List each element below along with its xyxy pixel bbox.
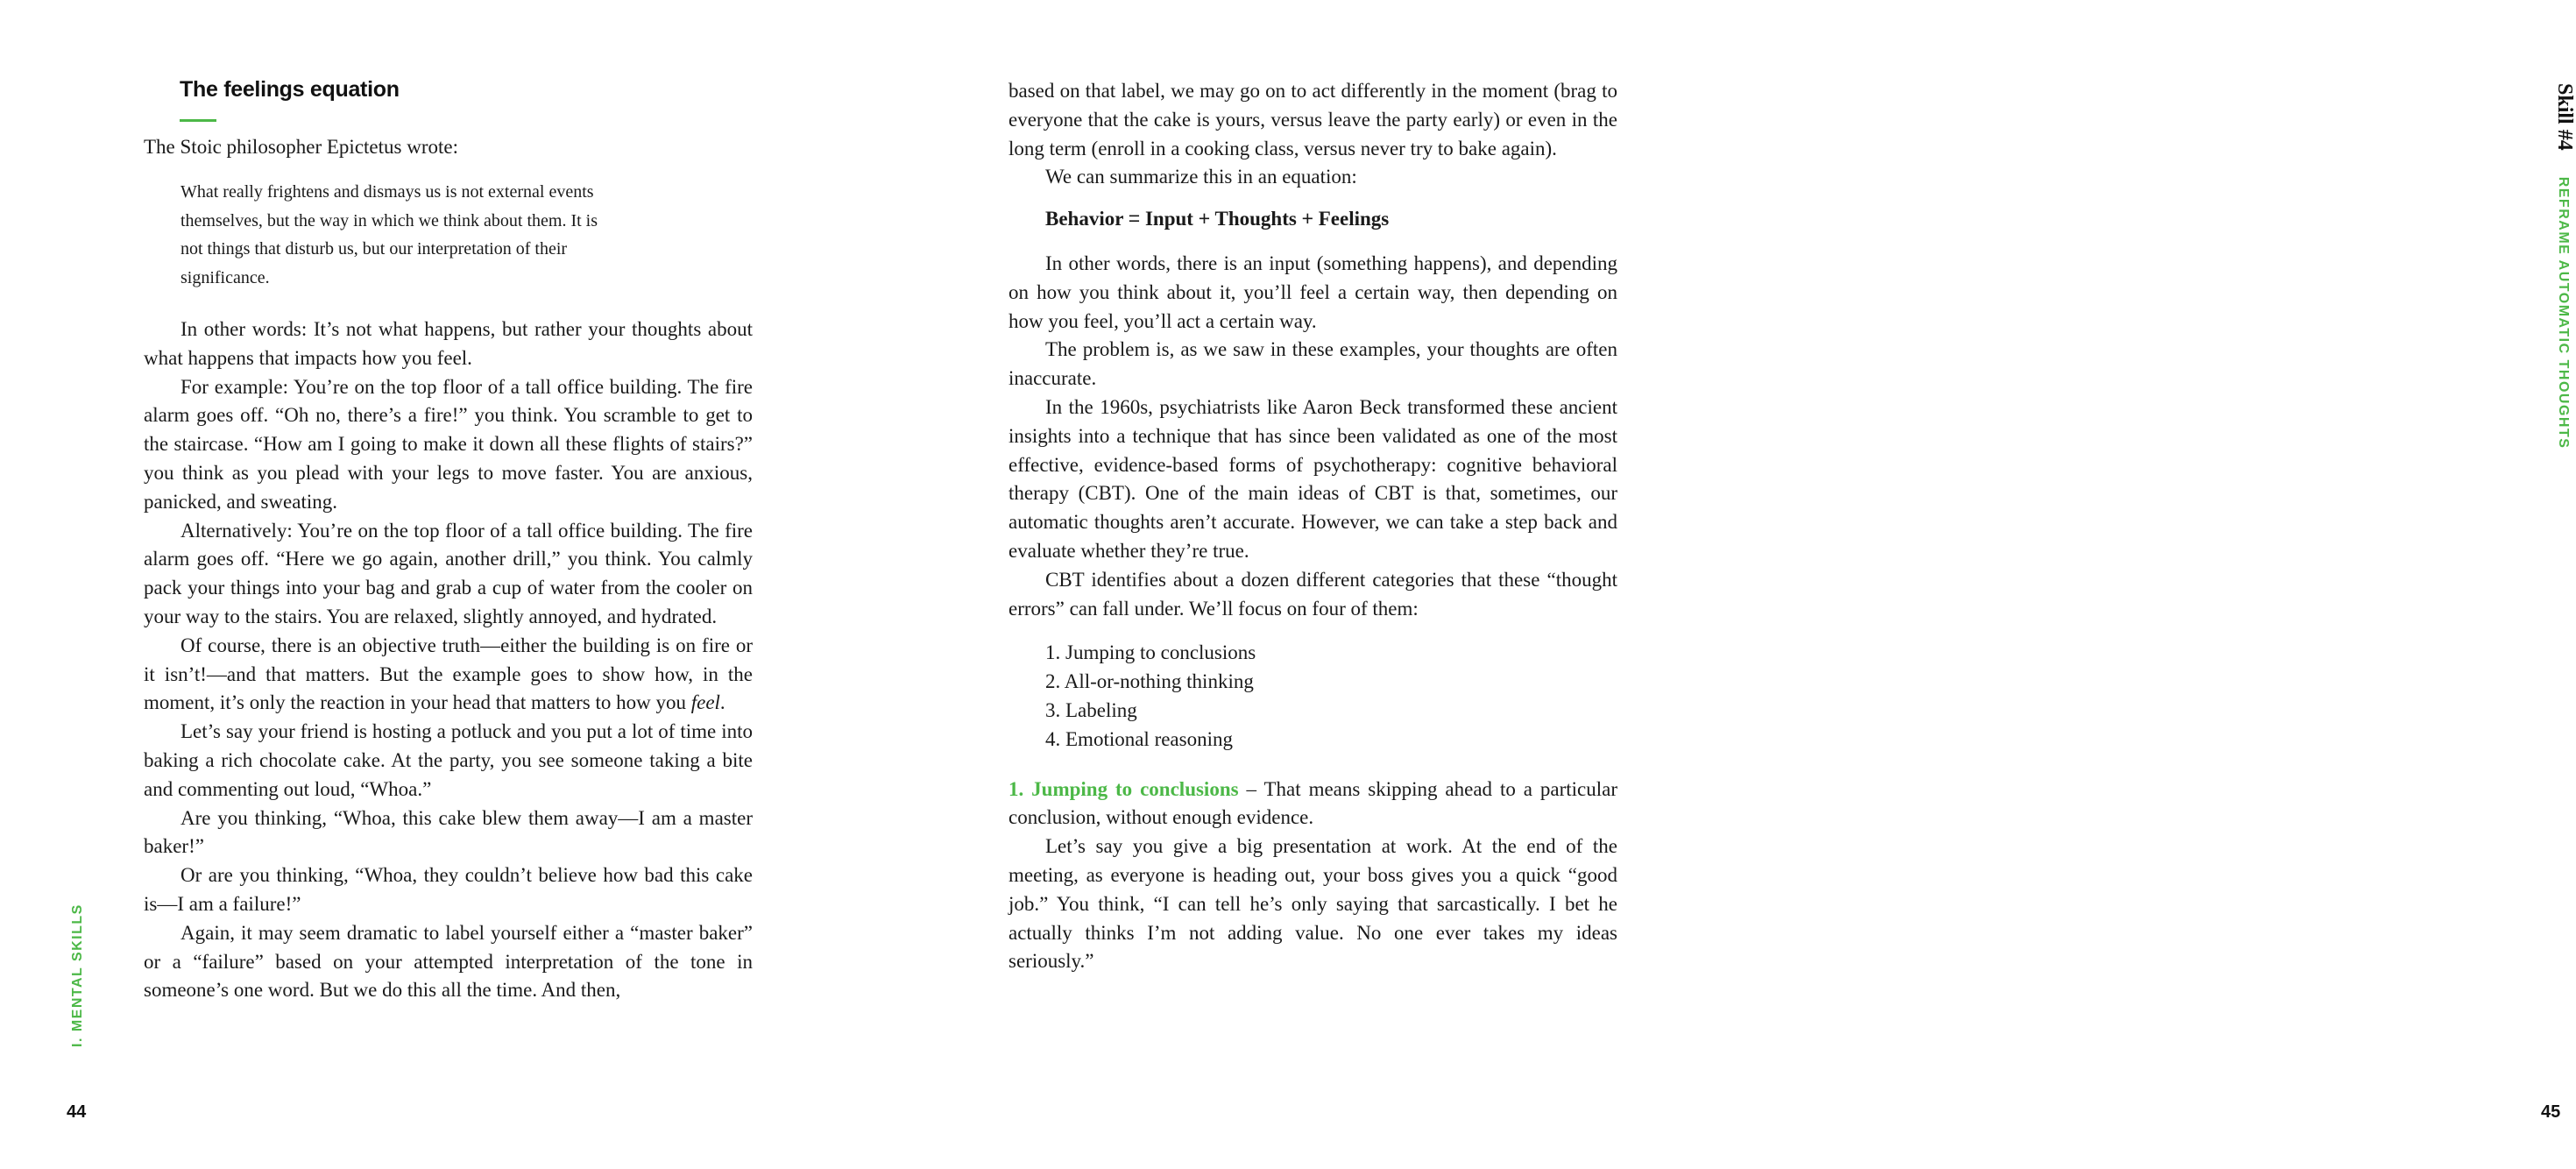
right-column <box>1008 77 1617 976</box>
eq-behavior: Behavior <box>1045 208 1124 230</box>
eq-feelings: Feelings <box>1318 208 1390 230</box>
left-page <box>0 0 876 1169</box>
eq-plus: + <box>1198 207 1211 230</box>
right-page <box>876 0 2576 1169</box>
eq-input: Input <box>1144 208 1193 230</box>
section-side-label: I. MENTAL SKILLS <box>70 903 85 1047</box>
paragraph: In other words, there is an input (something happens), and depending on how you think about it, you’ll feel a certain way, then depending on how you feel, you’ll act a certain way. <box>1008 252 1617 332</box>
paragraph: Or are you thinking, “Whoa, they couldn’t believe how bad this cake is—I am a failure!” <box>144 864 753 915</box>
paragraph-text: Of course, there is an objective truth—either the building is on fire or it isn’t!—and that matters. But the example goes to show how, in the moment, it’s only the reaction in your head that matters to how you <box>144 634 753 714</box>
list-item: 3. Labeling <box>1045 698 1137 721</box>
skill-title: REFRAME AUTOMATIC THOUGHTS <box>2556 176 2571 450</box>
paragraph: For example: You’re on the top floor of a tall office building. The fire alarm goes off. “Oh no, there’s a fire!” you think. You scramble to get to the staircase. “How am I going to make it down all these flights of stairs?” you think as you plead with your legs to move faster. You are anxious, panicked, and sweating. <box>144 375 753 513</box>
eq-thoughts: Thoughts <box>1214 208 1297 230</box>
emphasis-feel: feel <box>690 691 720 714</box>
jumping-text: – That means skipping ahead to a particular conclusion, without enough evidence. <box>1008 777 1618 829</box>
quote-line: significance. <box>180 268 270 288</box>
skill-number: Skill #4 <box>2553 83 2576 151</box>
list-item: 1. Jumping to conclusions <box>1045 641 1256 664</box>
heading-rule <box>180 119 216 122</box>
skill-side-tab <box>2552 83 2576 449</box>
paragraph: Let’s say your friend is hosting a potluck and you put a lot of time into baking a rich chocolate cake. At the party, you see someone taking a bite and commenting out loud, “Whoa.” <box>144 720 753 800</box>
paragraph: The problem is, as we saw in these examples, your thoughts are often inaccurate. <box>1008 338 1617 390</box>
paragraph: Again, it may seem dramatic to label yourself either a “master baker” or a “failure” based on your attempted interpretation of the tone in someone’s one word. But we do this all the time. And then, <box>144 921 753 1002</box>
list-item: 2. All-or-nothing thinking <box>1045 670 1254 693</box>
left-column <box>144 133 753 1005</box>
paragraph: We can summarize this in an equation: <box>1045 166 1357 188</box>
page-number: 45 <box>2541 1102 2561 1122</box>
section-heading: The feelings equation <box>180 77 400 102</box>
paragraph: Let’s say you give a big presentation at work. At the end of the meeting, as everyone is heading out, your boss gives you a quick “good job.” You think, “I can tell he’s only saying that sarcastically. I bet he actually thinks I’m not adding value. No one ever takes my ideas seriously.” <box>1008 835 1617 973</box>
paragraph: Alternatively: You’re on the top floor of a tall office building. The fire alarm goes off. “Here we go again, another drill,” you think. You calmly pack your things into your bag and grab a cup of water from the cooler on your way to the stairs. You are relaxed, slightly annoyed, and hydrated. <box>144 519 753 627</box>
jumping-lead: 1. Jumping to conclusions <box>1008 777 1239 800</box>
feelings-equation <box>1045 204 1617 234</box>
paragraph: Are you thinking, “Whoa, this cake blew them away—I am a master baker!” <box>144 806 753 858</box>
list-item: 4. Emotional reasoning <box>1045 727 1233 750</box>
quote-line: themselves, but the way in which we think about them. It is <box>180 210 598 230</box>
epictetus-quote <box>180 178 671 293</box>
thought-errors-list <box>1045 639 1617 754</box>
quote-line: What really frightens and dismays us is not external events <box>180 181 594 202</box>
page-number: 44 <box>67 1102 87 1122</box>
paragraph-continued: based on that label, we may go on to act differently in the moment (brag to everyone that the cake is yours, versus leave the party early) or even in the long term (enroll in a cooking class, versus never try to bake again). <box>1008 80 1617 159</box>
paragraph-jumping <box>1008 776 1617 833</box>
paragraph: CBT identifies about a dozen different categories that these “thought errors” can fall under. We’ll focus on four of them: <box>1008 568 1617 620</box>
paragraph: In the 1960s, psychiatrists like Aaron Beck transformed these ancient insights into a technique that has since been validated as one of the most effective, evidence-based forms of psychotherapy: cognitive behavioral therapy (CBT). One of the main ideas of CBT is that, sometimes, our automatic thoughts aren’t accurate. However, we can take a step back and evaluate whether they’re true. <box>1008 395 1617 562</box>
eq-plus: + <box>1301 207 1313 230</box>
eq-equals: = <box>1128 207 1141 230</box>
paragraph: In other words: It’s not what happens, but rather your thoughts about what happens that impacts how you feel. <box>144 317 753 369</box>
quote-line: not things that disturb us, but our interpretation of their <box>180 239 568 259</box>
paragraph-end: . <box>719 691 725 714</box>
paragraph-objective-truth <box>144 632 753 718</box>
intro-line: The Stoic philosopher Epictetus wrote: <box>144 136 458 158</box>
